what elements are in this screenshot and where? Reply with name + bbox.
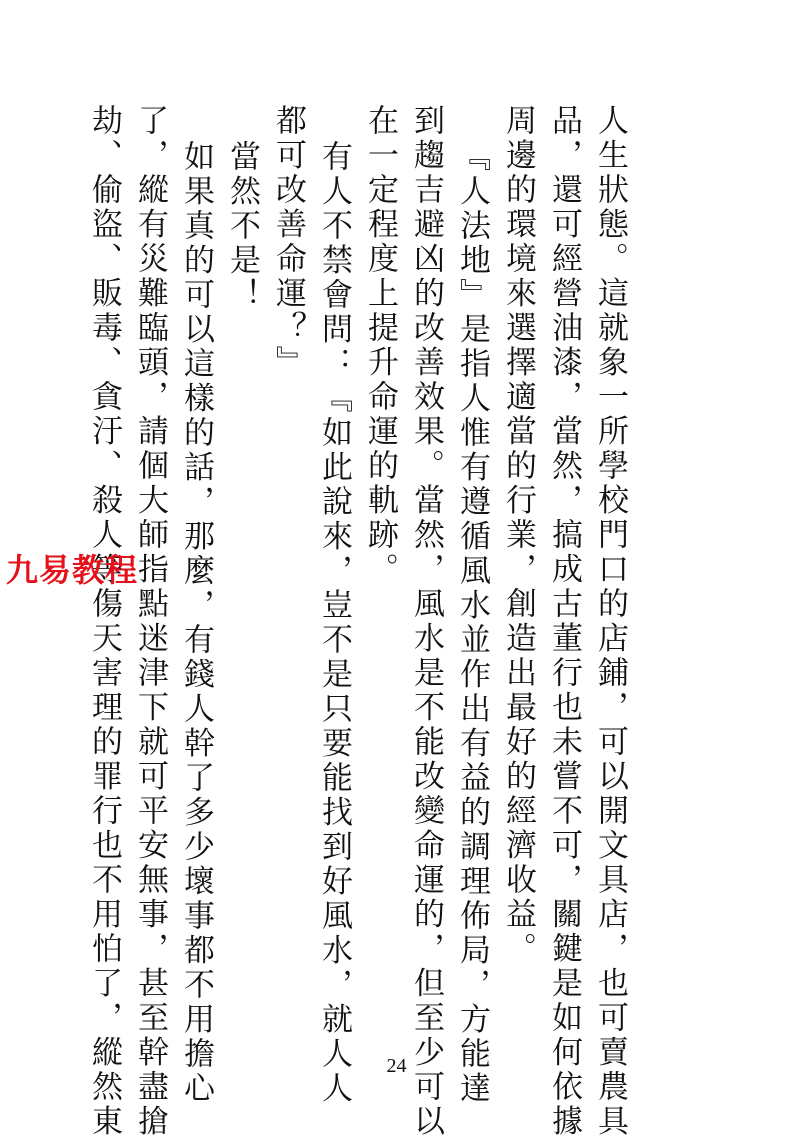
text-column-4: 『人法地』是指人惟有遵循風水並作出有益的調理佈局，方能達 bbox=[454, 140, 490, 1106]
text-column-8: 都可改善命運？』 bbox=[270, 104, 306, 380]
text-column-6: 在一定程度上提升命運的軌跡。 bbox=[362, 104, 398, 587]
text-column-12: 劫、偷盜、販毒、貪汙、殺人等傷天害理的罪行也不用怕了，縱然東 bbox=[86, 104, 122, 1139]
text-column-7: 有人不禁會問：『如此說來，豈不是只要能找到好風水，就人人 bbox=[316, 140, 352, 1106]
page-number: 24 bbox=[386, 1055, 407, 1077]
text-column-1: 人生狀態。這就象一所學校門口的店鋪，可以開文具店，也可賣農具 bbox=[592, 104, 628, 1139]
watermark-logo: 九易教程 bbox=[6, 551, 139, 589]
text-column-3: 周邊的環境來選擇適當的行業，創造出最好的經濟收益。 bbox=[500, 104, 536, 967]
text-column-5: 到趨吉避凶的改善效果。當然，風水是不能改變命運的，但至少可以 bbox=[408, 104, 444, 1139]
text-column-10: 如果真的可以這樣的話，那麼，有錢人幹了多少壞事都不用擔心 bbox=[178, 140, 214, 1106]
text-column-2: 品，還可經營油漆，當然，搞成古董行也未嘗不可，關鍵是如何依據 bbox=[546, 104, 582, 1139]
text-column-9: 當然不是！ bbox=[224, 140, 260, 313]
text-column-11: 了，縱有災難臨頭，請個大師指點迷津下就可平安無事，甚至幹盡搶 bbox=[132, 104, 168, 1139]
